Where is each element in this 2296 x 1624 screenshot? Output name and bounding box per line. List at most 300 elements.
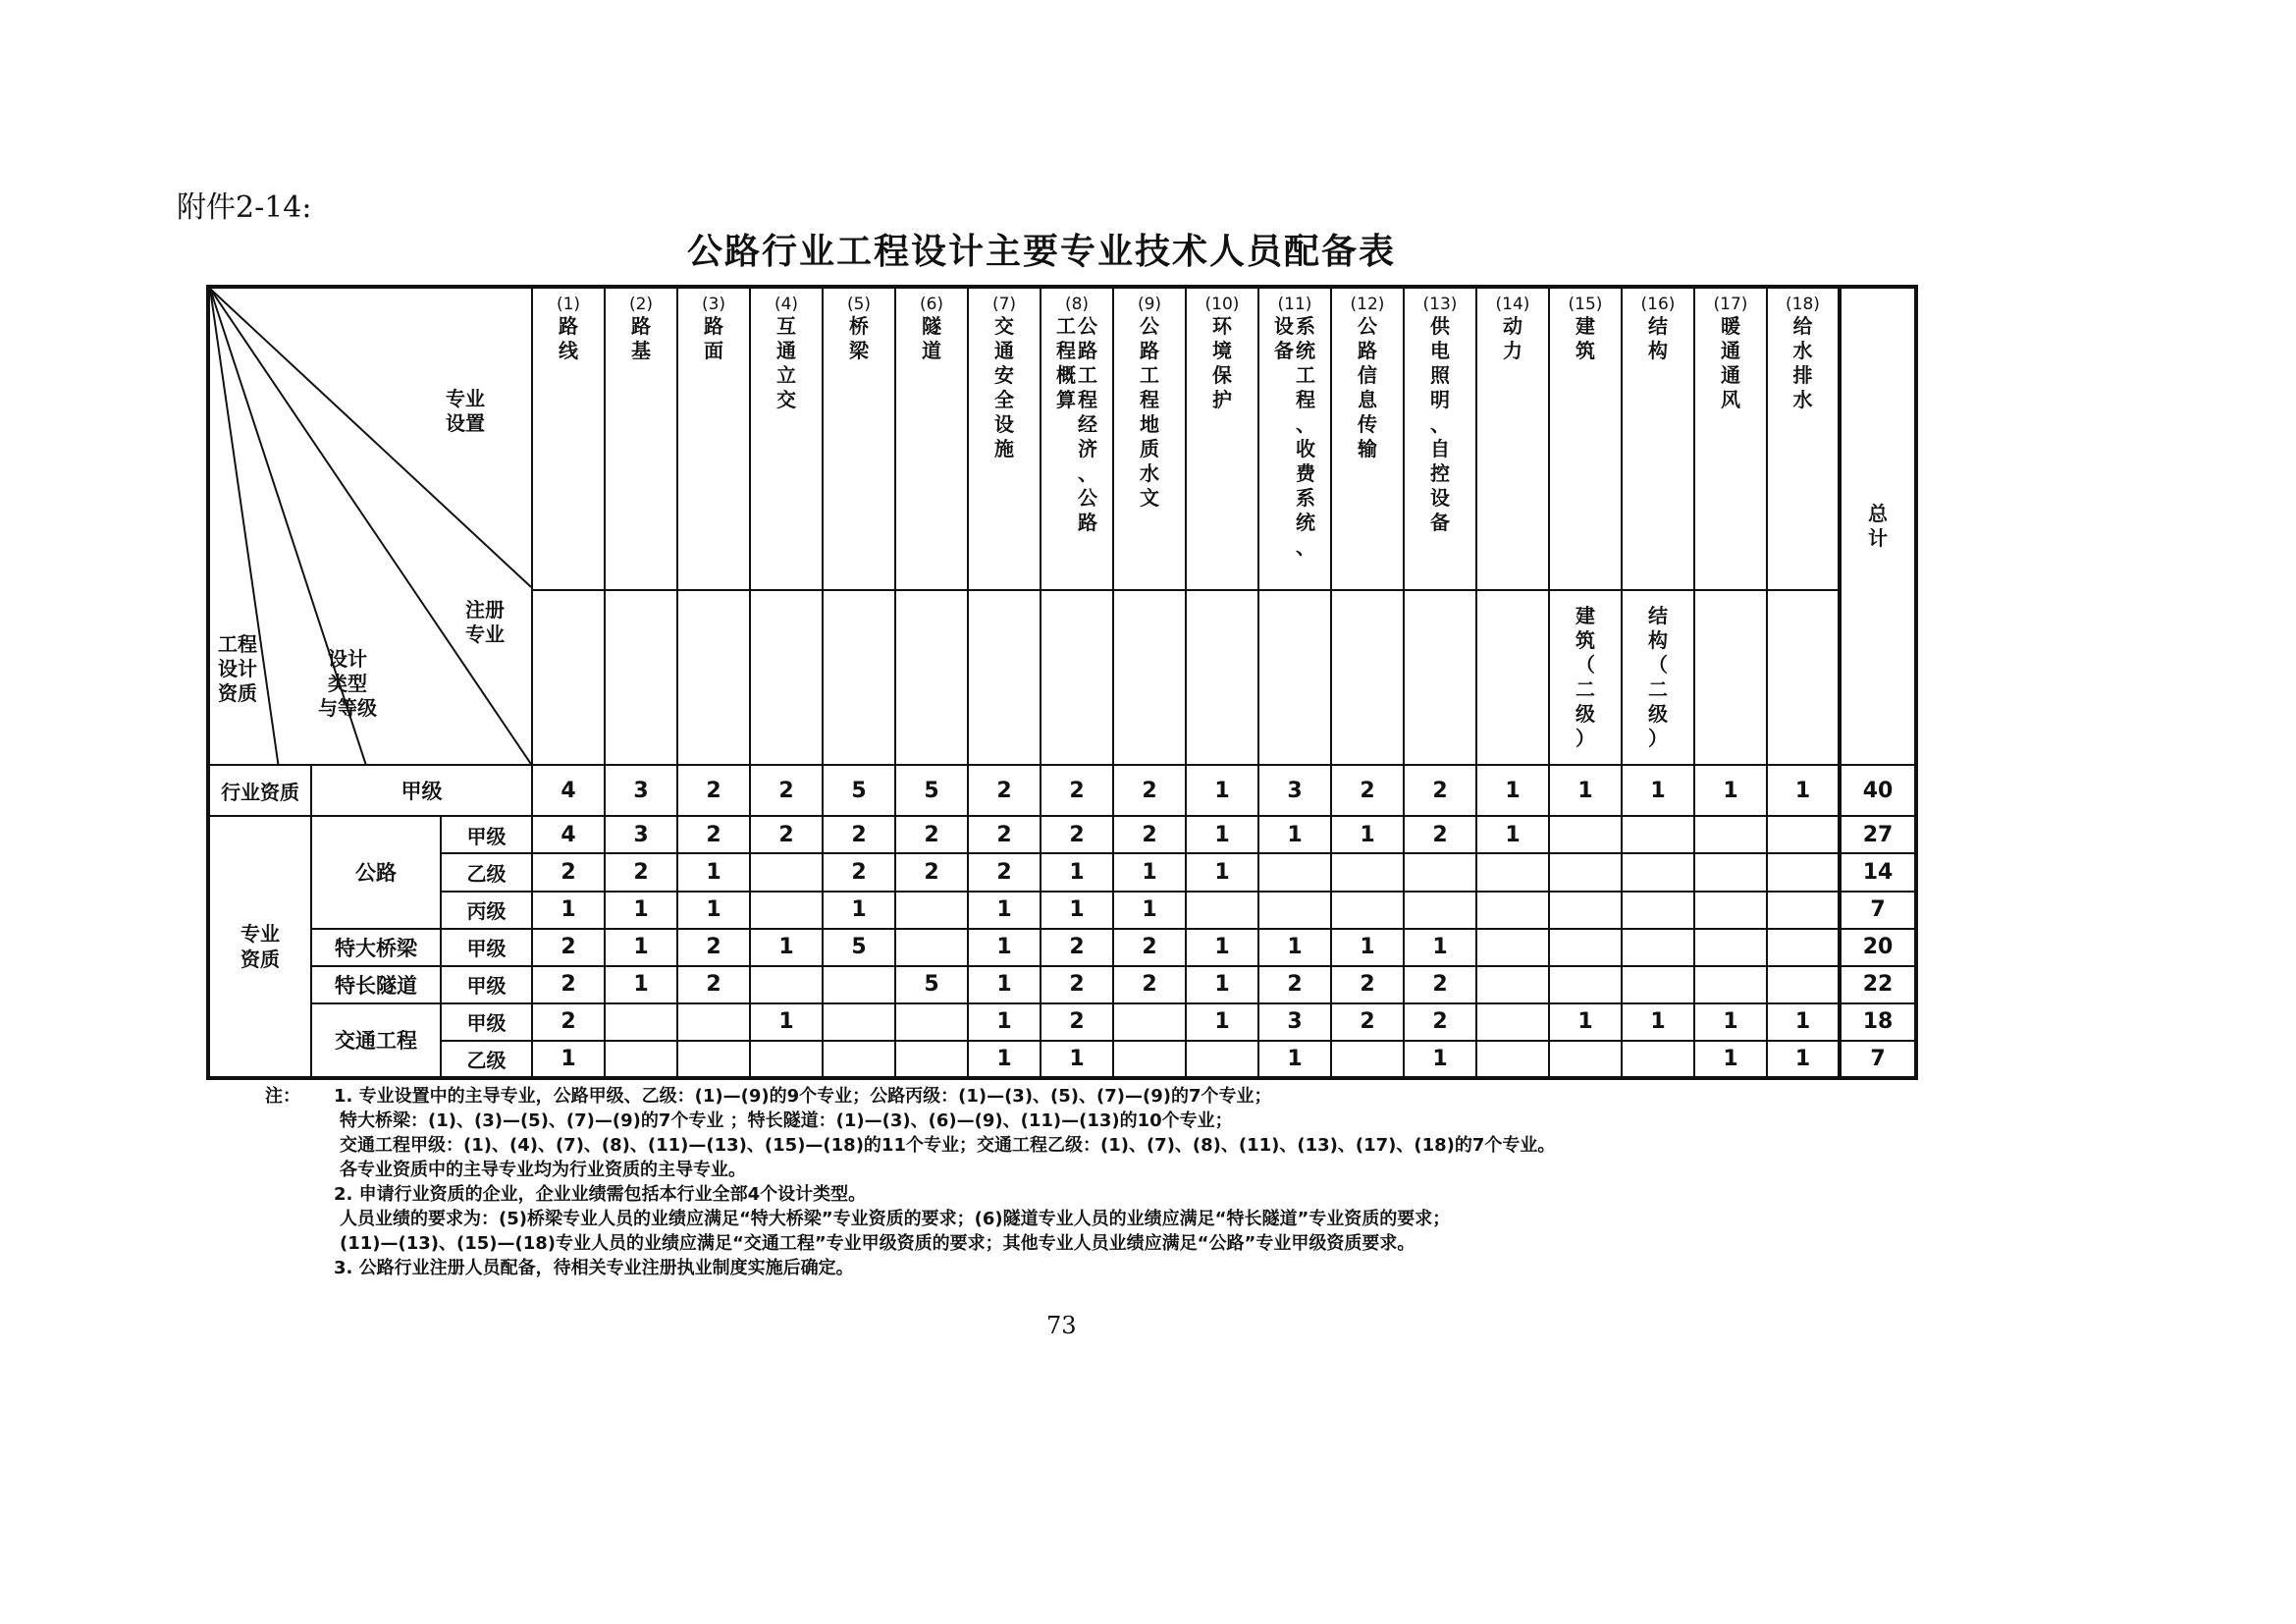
value-cell bbox=[968, 1003, 1041, 1041]
column-header-15 bbox=[1549, 287, 1622, 590]
value-cell bbox=[895, 1003, 968, 1041]
value-cell bbox=[895, 929, 968, 966]
value-cell bbox=[1331, 816, 1404, 853]
cell-value: 3 bbox=[633, 822, 649, 847]
cell-value: 1 bbox=[1505, 778, 1521, 803]
cell-value: 2 bbox=[1069, 822, 1085, 847]
cell-value: 1 bbox=[1287, 822, 1303, 847]
value-cell bbox=[1258, 853, 1331, 891]
total-cell bbox=[1840, 853, 1916, 891]
value-cell bbox=[1694, 892, 1767, 929]
registered-cell-11 bbox=[1258, 590, 1331, 765]
value-cell bbox=[750, 765, 823, 816]
professional-row bbox=[208, 816, 1916, 853]
value-cell bbox=[605, 966, 677, 1003]
cell-value: 3 bbox=[633, 778, 649, 803]
column-name-part-1: 设 备 bbox=[1274, 314, 1294, 362]
column-name-part-1: 工 程 概 算 bbox=[1056, 314, 1076, 411]
registered-specialty-label bbox=[465, 598, 505, 647]
value-cell bbox=[605, 1003, 677, 1041]
column-number: (2) bbox=[628, 295, 654, 314]
grade-label: 甲级 bbox=[466, 1011, 507, 1036]
value-cell bbox=[1258, 1041, 1331, 1078]
industry-label-text: 行业资质 bbox=[221, 780, 299, 804]
cell-value: 2 bbox=[1360, 1009, 1375, 1035]
value-cell bbox=[1258, 929, 1331, 966]
value-cell bbox=[532, 966, 605, 1003]
cell-value: 1 bbox=[561, 1046, 576, 1071]
note-1-line-1: 1. 专业设置中的主导专业，公路甲级、乙级：(1)—(9)的9个专业；公路丙级：(1)—(3)、(5)、(7)—(9)的7个专业； bbox=[334, 1086, 1272, 1107]
total-cell bbox=[1840, 1003, 1916, 1041]
column-name: 暖 通 通 风 bbox=[1721, 314, 1740, 411]
column-name: 环 境 保 护 bbox=[1212, 314, 1232, 411]
value-cell bbox=[605, 892, 677, 929]
registered-cell-14 bbox=[1476, 590, 1549, 765]
cell-value: 1 bbox=[633, 972, 649, 998]
value-cell bbox=[1404, 1041, 1476, 1078]
grade-label: 甲级 bbox=[466, 974, 507, 999]
value-cell bbox=[1549, 1003, 1622, 1041]
cell-value: 2 bbox=[1432, 1009, 1448, 1035]
design-type-label-line: 与等级 bbox=[318, 696, 377, 720]
registered-cell-5 bbox=[823, 590, 895, 765]
value-cell bbox=[1476, 929, 1549, 966]
registered-cell-4 bbox=[750, 590, 823, 765]
design-type-label-line: 设计 bbox=[328, 647, 367, 671]
value-cell bbox=[532, 816, 605, 853]
value-cell bbox=[1476, 892, 1549, 929]
value-cell bbox=[1549, 765, 1622, 816]
design-type-label bbox=[318, 647, 377, 721]
cell-value: 1 bbox=[1723, 778, 1738, 803]
value-cell bbox=[1041, 966, 1113, 1003]
value-cell bbox=[895, 853, 968, 891]
design-type-name: 特长隧道 bbox=[335, 973, 417, 998]
design-type-name: 交通工程 bbox=[335, 1029, 417, 1054]
design-type-label-line: 类型 bbox=[328, 672, 367, 695]
cell-value: 2 bbox=[1360, 972, 1375, 998]
value-cell bbox=[1186, 816, 1258, 853]
cell-value: 1 bbox=[1214, 822, 1230, 847]
cell-value: 2 bbox=[706, 822, 721, 847]
value-cell bbox=[1549, 892, 1622, 929]
value-cell bbox=[968, 929, 1041, 966]
value-cell bbox=[750, 892, 823, 929]
value-cell bbox=[1041, 765, 1113, 816]
registered-specialty-label-line: 注册 bbox=[465, 598, 505, 622]
total-cell bbox=[1840, 966, 1916, 1003]
cell-value: 1 bbox=[1794, 1009, 1811, 1035]
professional-row bbox=[208, 1041, 1916, 1078]
value-cell bbox=[968, 816, 1041, 853]
cell-value: 1 bbox=[996, 897, 1012, 923]
cell-value: 2 bbox=[851, 822, 867, 847]
value-cell bbox=[1186, 892, 1258, 929]
cell-value: 5 bbox=[924, 778, 939, 803]
column-number: (4) bbox=[774, 295, 799, 314]
total-cell bbox=[1840, 892, 1916, 929]
cell-value: 2 bbox=[1142, 778, 1157, 803]
cell-value: 1 bbox=[996, 1046, 1012, 1071]
professional-label: 专业资质 bbox=[240, 922, 280, 972]
cell-value: 1 bbox=[1577, 778, 1593, 803]
column-name: 路 基 bbox=[631, 314, 651, 362]
column-number: (16) bbox=[1640, 295, 1676, 314]
value-cell bbox=[677, 966, 750, 1003]
specialty-setting-label-line: 专业 bbox=[446, 387, 485, 410]
value-cell bbox=[677, 765, 750, 816]
column-number: (3) bbox=[701, 295, 726, 314]
professional-row bbox=[208, 929, 1916, 966]
cell-value: 1 bbox=[851, 897, 867, 923]
value-cell bbox=[1549, 1041, 1622, 1078]
design-type-name: 公路 bbox=[355, 861, 397, 886]
table-title: 公路行业工程设计主要专业技术人员配备表 bbox=[687, 232, 1397, 272]
column-name: 路 线 bbox=[559, 314, 578, 362]
value-cell bbox=[1404, 1003, 1476, 1041]
value-cell bbox=[968, 892, 1041, 929]
cell-value: 1 bbox=[1650, 1009, 1666, 1035]
value-cell bbox=[1258, 816, 1331, 853]
value-cell bbox=[1549, 966, 1622, 1003]
value-cell bbox=[1186, 1003, 1258, 1041]
total-value: 7 bbox=[1870, 897, 1886, 923]
value-cell bbox=[823, 929, 895, 966]
column-number: (5) bbox=[846, 295, 872, 314]
value-cell bbox=[750, 853, 823, 891]
cell-value: 2 bbox=[1432, 778, 1448, 803]
value-cell bbox=[677, 816, 750, 853]
column-number: (11) bbox=[1277, 295, 1312, 314]
professional-row bbox=[208, 1003, 1916, 1041]
registered-cell-8 bbox=[1041, 590, 1113, 765]
value-cell bbox=[1622, 966, 1694, 1003]
value-cell bbox=[895, 816, 968, 853]
value-cell bbox=[1767, 1041, 1840, 1078]
value-cell bbox=[1113, 1041, 1186, 1078]
industry-qualification-label bbox=[208, 765, 311, 816]
industry-row bbox=[208, 765, 1916, 816]
total-value: 27 bbox=[1862, 822, 1894, 847]
cell-value: 1 bbox=[1069, 897, 1085, 923]
total-cell bbox=[1840, 765, 1916, 816]
value-cell bbox=[968, 966, 1041, 1003]
value-cell bbox=[1476, 1003, 1549, 1041]
value-cell bbox=[823, 1041, 895, 1078]
column-number: (12) bbox=[1350, 295, 1385, 314]
registered-cell-3 bbox=[677, 590, 750, 765]
cell-value: 1 bbox=[561, 897, 576, 923]
cell-value: 2 bbox=[924, 859, 939, 885]
value-cell bbox=[677, 929, 750, 966]
total-label: 总 计 bbox=[1868, 502, 1888, 551]
cell-value: 2 bbox=[1069, 972, 1085, 998]
cell-value: 2 bbox=[1432, 822, 1448, 847]
value-cell bbox=[1331, 892, 1404, 929]
value-cell bbox=[1549, 929, 1622, 966]
registered-cell-6 bbox=[895, 590, 968, 765]
value-cell bbox=[1549, 816, 1622, 853]
value-cell bbox=[1404, 853, 1476, 891]
value-cell bbox=[1113, 929, 1186, 966]
cell-value: 1 bbox=[1505, 822, 1521, 847]
cell-value: 1 bbox=[1650, 778, 1666, 803]
value-cell bbox=[1041, 892, 1113, 929]
column-header-7 bbox=[968, 287, 1041, 590]
value-cell bbox=[1476, 966, 1549, 1003]
value-cell bbox=[1694, 1041, 1767, 1078]
cell-value: 1 bbox=[778, 1009, 794, 1035]
value-cell bbox=[1622, 765, 1694, 816]
industry-grade bbox=[311, 765, 532, 816]
cell-value: 2 bbox=[561, 859, 576, 885]
value-cell bbox=[1694, 966, 1767, 1003]
column-name: 供 电 照 明 、 自 控 设 备 bbox=[1430, 314, 1450, 534]
column-name: 隧 道 bbox=[922, 314, 941, 362]
cell-value: 1 bbox=[996, 972, 1012, 998]
cell-value: 1 bbox=[706, 859, 721, 885]
column-header-10 bbox=[1186, 287, 1258, 590]
value-cell bbox=[677, 853, 750, 891]
value-cell bbox=[1113, 1003, 1186, 1041]
value-cell bbox=[532, 1003, 605, 1041]
column-header-12 bbox=[1331, 287, 1404, 590]
qualification-label-line: 设计 bbox=[218, 657, 257, 680]
value-cell bbox=[532, 929, 605, 966]
registered-cell-9 bbox=[1113, 590, 1186, 765]
registered-specialty: 建 筑 （ 二 级 ） bbox=[1575, 603, 1595, 750]
design-type-0 bbox=[311, 816, 441, 928]
column-number: (13) bbox=[1422, 295, 1458, 314]
value-cell bbox=[1549, 853, 1622, 891]
column-name: 路 面 bbox=[704, 314, 723, 362]
cell-value: 1 bbox=[1142, 897, 1157, 923]
professional-row bbox=[208, 853, 1916, 891]
grade-label: 甲级 bbox=[400, 780, 443, 804]
column-number: (10) bbox=[1204, 295, 1240, 314]
cell-value: 1 bbox=[1142, 859, 1157, 885]
specialty-setting-label bbox=[446, 387, 485, 436]
value-cell bbox=[532, 765, 605, 816]
cell-value: 5 bbox=[851, 935, 867, 960]
cell-value: 5 bbox=[851, 778, 867, 803]
total-value: 20 bbox=[1862, 935, 1894, 960]
column-header-16 bbox=[1622, 287, 1694, 590]
note-2-line-3: (11)—(13)、(15)—(18)专业人员的业绩应满足“交通工程”专业甲级资质的要求；其他专业人员业绩应满足“公路”专业甲级资质要求。 bbox=[340, 1233, 1415, 1254]
cell-value: 2 bbox=[561, 935, 576, 960]
value-cell bbox=[823, 966, 895, 1003]
registered-specialty-label-line: 专业 bbox=[465, 623, 505, 646]
value-cell bbox=[1331, 929, 1404, 966]
grade-cell bbox=[441, 929, 532, 966]
design-type-1 bbox=[311, 929, 441, 966]
cell-value: 2 bbox=[778, 822, 794, 847]
staffing-table bbox=[206, 285, 1918, 1080]
value-cell bbox=[605, 1041, 677, 1078]
value-cell bbox=[1258, 966, 1331, 1003]
cell-value: 2 bbox=[851, 859, 867, 885]
total-cell bbox=[1840, 929, 1916, 966]
grade-cell bbox=[441, 966, 532, 1003]
cell-value: 1 bbox=[1214, 1009, 1230, 1035]
column-number: (18) bbox=[1786, 295, 1820, 314]
value-cell bbox=[1622, 892, 1694, 929]
value-cell bbox=[605, 853, 677, 891]
value-cell bbox=[1622, 1041, 1694, 1078]
cell-value: 2 bbox=[561, 1009, 576, 1035]
cell-value: 2 bbox=[1287, 972, 1303, 998]
note-1-line-3: 交通工程甲级：(1)、(4)、(7)、(8)、(11)—(13)、(15)—(18)的11个专业；交通工程乙级：(1)、(7)、(8)、(11)、(13)、(17)、(18)的7个专业。 bbox=[340, 1135, 1556, 1156]
total-value: 7 bbox=[1870, 1046, 1886, 1071]
specialty-setting-label-line: 设置 bbox=[446, 411, 485, 435]
cell-value: 1 bbox=[1432, 1046, 1448, 1071]
value-cell bbox=[1404, 892, 1476, 929]
total-value: 22 bbox=[1862, 972, 1894, 998]
cell-value: 1 bbox=[1287, 935, 1303, 960]
value-cell bbox=[1622, 816, 1694, 853]
notes-prefix: 注： bbox=[265, 1086, 300, 1107]
value-cell bbox=[605, 816, 677, 853]
column-header-5 bbox=[823, 287, 895, 590]
grade-label: 乙级 bbox=[466, 1048, 507, 1072]
header-row-specialties bbox=[208, 287, 1916, 590]
cell-value: 2 bbox=[561, 972, 576, 998]
value-cell bbox=[1404, 929, 1476, 966]
cell-value: 2 bbox=[924, 822, 939, 847]
registered-cell-7 bbox=[968, 590, 1041, 765]
value-cell bbox=[677, 1041, 750, 1078]
column-name: 给 水 排 水 bbox=[1792, 314, 1813, 411]
value-cell bbox=[1041, 929, 1113, 966]
grade-cell bbox=[441, 892, 532, 929]
value-cell bbox=[1331, 765, 1404, 816]
registered-cell-13 bbox=[1404, 590, 1476, 765]
value-cell bbox=[1041, 1003, 1113, 1041]
value-cell bbox=[1113, 853, 1186, 891]
value-cell bbox=[895, 892, 968, 929]
grade-label: 乙级 bbox=[466, 861, 507, 886]
professional-row bbox=[208, 892, 1916, 929]
value-cell bbox=[823, 892, 895, 929]
cell-value: 2 bbox=[778, 778, 794, 803]
column-header-9 bbox=[1113, 287, 1186, 590]
value-cell bbox=[1331, 1041, 1404, 1078]
value-cell bbox=[968, 853, 1041, 891]
page-number: 73 bbox=[1046, 1312, 1077, 1339]
cell-value: 1 bbox=[996, 935, 1012, 960]
cell-value: 2 bbox=[706, 935, 721, 960]
cell-value: 2 bbox=[1432, 972, 1448, 998]
total-value: 14 bbox=[1862, 859, 1894, 885]
value-cell bbox=[1041, 1041, 1113, 1078]
cell-value: 1 bbox=[1287, 1046, 1303, 1071]
cell-value: 1 bbox=[1214, 972, 1230, 998]
value-cell bbox=[1186, 853, 1258, 891]
value-cell bbox=[1258, 1003, 1331, 1041]
column-name: 桥 梁 bbox=[849, 314, 869, 362]
value-cell bbox=[1767, 816, 1840, 853]
value-cell bbox=[1694, 929, 1767, 966]
cell-value: 1 bbox=[633, 897, 649, 923]
value-cell bbox=[1767, 966, 1840, 1003]
staffing-table-container bbox=[206, 285, 1914, 1080]
value-cell bbox=[605, 765, 677, 816]
value-cell bbox=[1767, 853, 1840, 891]
value-cell bbox=[1186, 1041, 1258, 1078]
grade-label: 甲级 bbox=[466, 937, 507, 961]
cell-value: 3 bbox=[1287, 778, 1303, 803]
column-name: 交 通 安 全 设 施 bbox=[994, 314, 1014, 460]
value-cell bbox=[605, 929, 677, 966]
value-cell bbox=[1113, 966, 1186, 1003]
cell-value: 2 bbox=[1142, 822, 1157, 847]
value-cell bbox=[1767, 765, 1840, 816]
column-header-2 bbox=[605, 287, 677, 590]
note-1-line-2: 特大桥梁：(1)、(3)—(5)、(7)—(9)的7个专业 ；特长隧道：(1)—(3)、(6)—(9)、(11)—(13)的10个专业； bbox=[340, 1110, 1233, 1131]
value-cell bbox=[1694, 853, 1767, 891]
value-cell bbox=[750, 1003, 823, 1041]
value-cell bbox=[1694, 1003, 1767, 1041]
value-cell bbox=[1767, 1003, 1840, 1041]
total-value: 40 bbox=[1862, 778, 1894, 803]
registered-specialty: 结 构 （ 二 级 ） bbox=[1648, 603, 1668, 750]
cell-value: 2 bbox=[706, 972, 721, 998]
registered-cell-10 bbox=[1186, 590, 1258, 765]
column-number: (17) bbox=[1713, 295, 1748, 314]
column-header-14 bbox=[1476, 287, 1549, 590]
value-cell bbox=[823, 853, 895, 891]
value-cell bbox=[968, 765, 1041, 816]
value-cell bbox=[1258, 892, 1331, 929]
value-cell bbox=[532, 853, 605, 891]
column-number: (8) bbox=[1064, 295, 1090, 314]
value-cell bbox=[1331, 966, 1404, 1003]
value-cell bbox=[1041, 853, 1113, 891]
column-number: (14) bbox=[1495, 295, 1530, 314]
registered-cell-1 bbox=[532, 590, 605, 765]
value-cell bbox=[1767, 929, 1840, 966]
column-name: 建 筑 bbox=[1575, 314, 1595, 362]
value-cell bbox=[1476, 765, 1549, 816]
value-cell bbox=[750, 929, 823, 966]
value-cell bbox=[1622, 929, 1694, 966]
registered-cell-15 bbox=[1549, 590, 1622, 765]
cell-value: 1 bbox=[1069, 859, 1085, 885]
column-name: 互 通 立 交 bbox=[776, 314, 796, 411]
cell-value: 2 bbox=[1142, 935, 1157, 960]
column-name: 结 构 bbox=[1648, 314, 1668, 362]
registered-cell-2 bbox=[605, 590, 677, 765]
value-cell bbox=[1041, 816, 1113, 853]
cell-value: 2 bbox=[1360, 778, 1375, 803]
value-cell bbox=[1258, 765, 1331, 816]
note-2-line-2: 人员业绩的要求为：(5)桥梁专业人员的业绩应满足“特大桥梁”专业资质的要求；(6)隧道专业人员的业绩应满足“特长隧道”专业资质的要求； bbox=[340, 1209, 1451, 1229]
cell-value: 1 bbox=[778, 935, 794, 960]
grade-cell bbox=[441, 853, 532, 891]
value-cell bbox=[1113, 816, 1186, 853]
column-header-6 bbox=[895, 287, 968, 590]
cell-value: 1 bbox=[1432, 935, 1448, 960]
registered-cell-12 bbox=[1331, 590, 1404, 765]
cell-value: 2 bbox=[996, 859, 1012, 885]
note-2-line-1: 2. 申请行业资质的企业，企业业绩需包括本行业全部4个设计类型。 bbox=[334, 1184, 867, 1205]
qualification-label bbox=[218, 632, 257, 706]
value-cell bbox=[1476, 853, 1549, 891]
total-cell bbox=[1840, 1041, 1916, 1078]
cell-value: 1 bbox=[1360, 822, 1375, 847]
cell-value: 1 bbox=[1723, 1046, 1738, 1071]
column-header-8 bbox=[1041, 287, 1113, 590]
